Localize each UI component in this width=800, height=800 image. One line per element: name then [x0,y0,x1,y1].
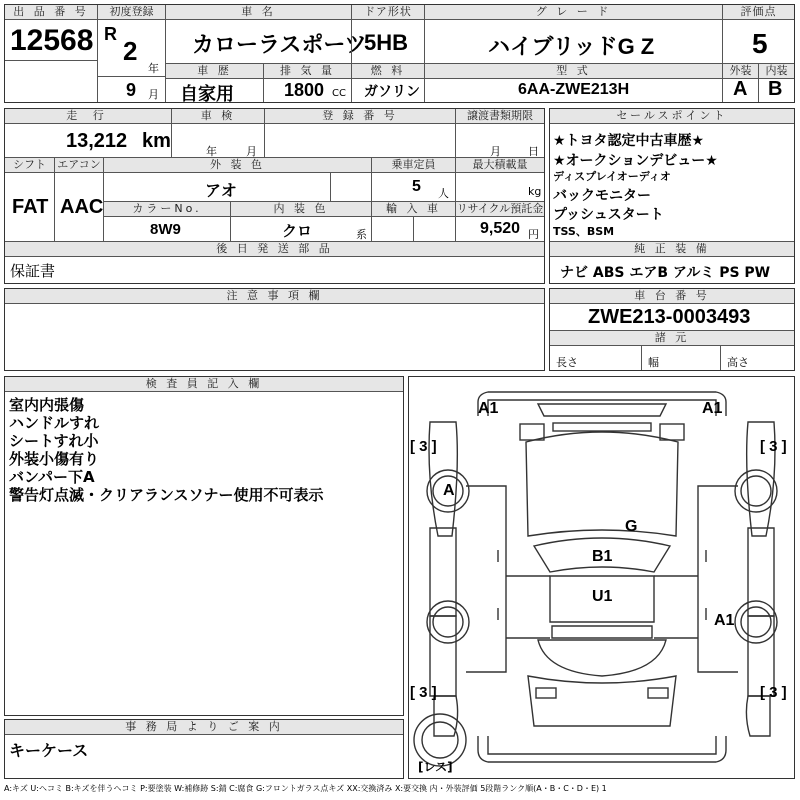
office-value: キーケース [9,741,89,760]
tire-front-left: [ 3 ] [410,438,437,455]
max-load-unit: kg [528,185,542,198]
ext-color-label: 外 装 色 [104,158,371,173]
shift: FAT [12,196,49,218]
grade: ハイブリッドG Z [488,34,655,59]
office-label: 事 務 局 よ り ご 案 内 [5,720,403,735]
inspector-line-6: 警告灯点滅・クリアランスソナー使用不可表示 [9,486,324,504]
color-no-label: カラーNo. [104,202,230,217]
mark-wheel-front-left: A [443,482,455,499]
car-name: カローラスポーツ [192,32,367,57]
ac-label: エアコン [55,158,103,173]
max-load-label: 最大積載量 [456,158,544,173]
mark-front-right: A1 [702,400,723,417]
equipment-label: 純 正 装 備 [550,242,794,257]
reg-no-label: 登 録 番 号 [265,109,455,124]
equipment: ナビ ABS エアB アルミ PS PW [560,265,771,281]
fuel: ガソリン [364,83,420,99]
door-label: ドア形状 [352,5,424,20]
ext-color: アオ [205,183,237,200]
import-label: 輸 入 車 [372,202,455,217]
tire-rear-right: [ 3 ] [760,684,787,701]
door: 5HB [364,30,409,55]
int-color-label: 内 装 色 [231,202,371,217]
later-parts: 保証書 [10,262,56,280]
tire-spare: [レス] [418,760,453,774]
chassis-label: 車 台 番 号 [550,289,794,304]
score: 5 [752,28,768,59]
chassis-number: ZWE213-0003493 [588,306,751,328]
lot-no: 12568 [10,24,94,57]
mark-hood: G [625,518,638,535]
history: 自家用 [180,84,234,104]
model: 6AA-ZWE213H [518,81,630,98]
mileage-unit: km [142,130,171,152]
sales-point-3: ディスプレイオーディオ [553,170,671,183]
sales-point-2: ★オークションデビュー★ [553,153,718,169]
inspection-label: 車 検 [172,109,264,124]
score-label: 評価点 [723,5,794,20]
sales-point-1: ★トヨタ認定中古車歴★ [553,133,705,149]
history-label: 車 歴 [166,64,263,79]
year-unit: 年 [148,62,159,75]
shift-label: シフト [5,158,54,173]
mileage: 13,212 [66,130,128,152]
recycle-unit: 円 [528,228,539,241]
inspector-line-2: ハンドルすれ [9,414,100,432]
mark-roof-lower: U1 [592,588,613,605]
recycle: 9,520 [480,220,521,237]
transfer-label: 譲渡書類期限 [456,109,544,124]
tire-rear-left: [ 3 ] [410,684,437,701]
int-color-unit: 系 [356,228,367,241]
displacement-unit: CC [332,88,346,99]
mileage-label: 走 行 [5,109,171,124]
capacity-label: 乗車定員 [372,158,455,173]
mark-roof: B1 [592,548,613,565]
later-parts-label: 後 日 発 送 部 品 [5,242,544,257]
transfer-month-unit: 月 [490,145,501,158]
capacity: 5 [412,178,421,195]
int-color: クロ [282,223,313,240]
inspector-line-3: シートすれ小 [9,432,99,450]
tire-front-right: [ 3 ] [760,438,787,455]
length-label: 長さ [556,356,578,369]
color-no: 8W9 [150,221,181,238]
legend: A:キズ U:ヘコミ B:キズを伴うヘコミ P:要塗装 W:補修跡 S:錆 C:腐食 G:フロントガラス点キズ XX:交換済み X:要交換 内・外装評価 5段階ランク順(A・B・C・D・E) 1 [4,784,607,793]
height-label: 高さ [727,356,749,369]
displacement-label: 排 気 量 [264,64,351,79]
fuel-label: 燃 料 [352,64,424,79]
inspector-line-4: 外装小傷有り [9,450,100,468]
inspection-month-unit: 月 [246,145,257,158]
dims-label: 諸 元 [550,331,794,346]
sales-point-5: プッシュスタート [553,207,664,223]
transfer-day-unit: 日 [528,145,539,158]
mark-rear-right: A1 [714,612,735,629]
mark-front-left: A1 [478,400,499,417]
month: 9 [126,80,137,100]
exterior-grade: A [733,78,748,100]
displacement: 1800 [284,80,325,100]
grade-label: グ レ ー ド [425,5,722,20]
capacity-unit: 人 [438,187,449,200]
model-label: 型 式 [425,64,722,79]
inspector-line-1: 室内内張傷 [9,396,85,414]
inspector-label: 検 査 員 記 入 欄 [5,377,403,392]
recycle-label: リサイクル預託金 [456,202,544,215]
month-unit: 月 [148,88,159,101]
sales-points-label: セールスポイント [550,109,794,124]
inspection-year-unit: 年 [206,145,217,158]
interior-grade: B [768,78,783,100]
sales-point-4: バックモニター [553,188,651,204]
car-diagram [408,376,795,779]
year: 2 [123,36,138,66]
ac: AAC [60,196,104,218]
width-label: 幅 [648,356,659,369]
first-reg-label: 初度登録 [98,5,165,20]
sales-point-6: TSS、BSM [553,225,615,238]
exterior-grade-label: 外装 [723,64,758,79]
lot-no-label: 出 品 番 号 [5,5,97,20]
era: R [104,24,117,44]
notes-label: 注 意 事 項 欄 [5,289,544,304]
car-name-label: 車 名 [166,5,351,20]
inspector-line-5: バンパー下A [9,468,95,486]
interior-grade-label: 内装 [759,64,794,79]
